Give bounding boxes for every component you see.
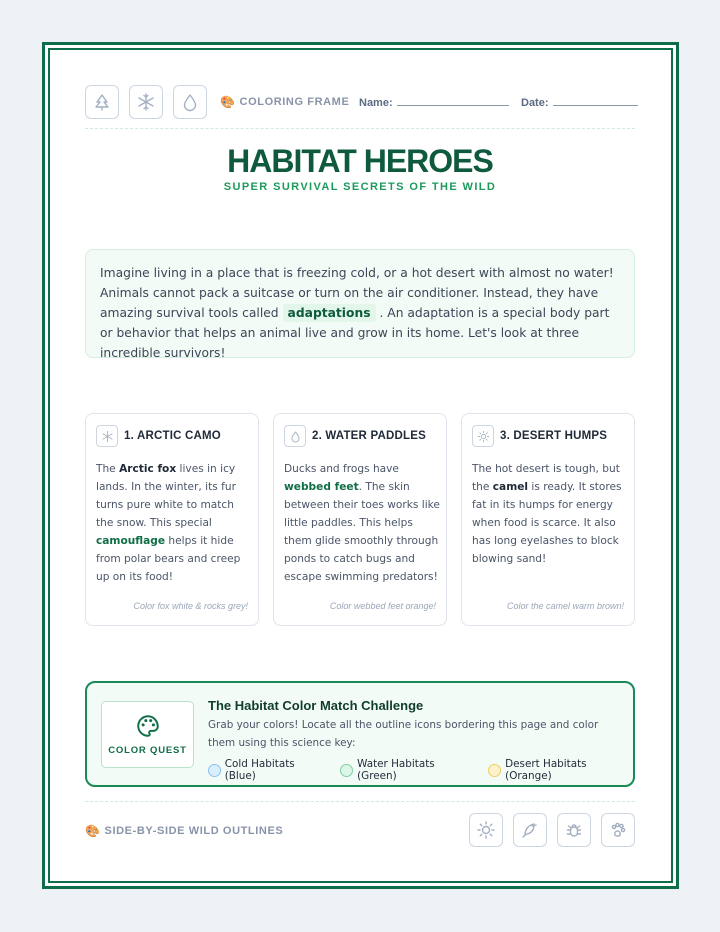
page-subtitle: SUPER SURVIVAL SECRETS OF THE WILD bbox=[223, 181, 497, 193]
color-challenge-box bbox=[85, 681, 635, 787]
key-item-water bbox=[340, 758, 474, 782]
name-line[interactable] bbox=[397, 105, 509, 106]
challenge-title: The Habitat Color Match Challenge bbox=[208, 698, 424, 713]
footer-divider bbox=[85, 801, 635, 802]
card-title: 1. ARCTIC CAMO bbox=[124, 430, 221, 442]
palette-icon: 🎨 bbox=[85, 824, 101, 838]
date-field[interactable] bbox=[521, 97, 638, 109]
tree-icon bbox=[85, 85, 119, 119]
page-title: HABITAT HEROES bbox=[227, 143, 493, 179]
sun-icon bbox=[472, 425, 494, 447]
intro-text-end: . An adaptation is a special body part or behavior that helps an animal live and grow in its home. Let's look at three incredible survivors! bbox=[100, 306, 610, 360]
card-title: 2. WATER PADDLES bbox=[312, 430, 426, 442]
palette-icon bbox=[135, 713, 161, 739]
color-swatch-blue bbox=[208, 764, 221, 777]
key-label: Desert Habitats (Orange) bbox=[505, 758, 587, 782]
key-label: Water Habitats (Green) bbox=[357, 758, 435, 782]
color-key bbox=[208, 758, 633, 782]
name-field[interactable] bbox=[359, 97, 509, 109]
sun-icon bbox=[469, 813, 503, 847]
bug-icon bbox=[557, 813, 591, 847]
key-label: Cold Habitats (Blue) bbox=[224, 758, 295, 782]
date-label: Date: bbox=[521, 97, 549, 109]
footer-label bbox=[85, 824, 283, 838]
card-body: The Arctic fox lives in icy lands. In the winter, its fur turns pure white to match the snow. This special camouflage helps it hide from polar bears and creep up on its food! bbox=[96, 463, 241, 583]
paw-print-icon bbox=[601, 813, 635, 847]
card-keyword: camel bbox=[492, 481, 529, 493]
date-line[interactable] bbox=[553, 105, 638, 106]
card-keyword: webbed feet bbox=[284, 481, 359, 493]
palette-icon: 🎨 bbox=[220, 95, 236, 109]
intro-box bbox=[85, 249, 635, 358]
card-body: The hot desert is tough, but the camel is ready. It stores fat in its humps for energy when food is scarce. It also has long eyelashes to block blowing sand! bbox=[472, 463, 622, 565]
color-swatch-green bbox=[340, 764, 353, 777]
card-note: Color webbed feet orange! bbox=[329, 601, 436, 611]
card-keyword: Arctic fox bbox=[119, 463, 177, 475]
intro-highlight: adaptations bbox=[283, 304, 376, 322]
card-title: 3. DESERT HUMPS bbox=[500, 430, 608, 442]
card-body: Ducks and frogs have webbed feet. The skin between their toes works like little paddles. This helps them glide smoothly through ponds to catch bugs and escape swimming predators! bbox=[284, 463, 440, 583]
card-note: Color the camel warm brown! bbox=[506, 601, 624, 611]
card-water-paddles bbox=[273, 413, 447, 626]
card-keyword: camouflage bbox=[96, 535, 166, 547]
card-note: Color fox white & rocks grey! bbox=[133, 601, 248, 611]
frame-label bbox=[220, 95, 349, 109]
color-quest-badge bbox=[101, 701, 194, 768]
card-desert-humps bbox=[461, 413, 635, 626]
header-divider bbox=[85, 128, 635, 129]
footer-label-text: SIDE-BY-SIDE WILD OUTLINES bbox=[104, 825, 284, 837]
bird-icon bbox=[513, 813, 547, 847]
color-swatch-orange bbox=[488, 764, 501, 777]
intro-text-start: Imagine living in a place that is freezing cold, or a hot desert with almost no water! Animals cannot pack a suitcase or turn on the air conditioner. Instead, they have amazing survival tools called bbox=[100, 266, 614, 320]
water-drop-icon bbox=[284, 425, 306, 447]
frame-label-text: COLORING FRAME bbox=[239, 96, 350, 108]
water-drop-icon bbox=[173, 85, 207, 119]
key-item-desert bbox=[488, 758, 633, 782]
name-label: Name: bbox=[359, 97, 393, 109]
card-arctic-camo bbox=[85, 413, 259, 626]
snowflake-icon bbox=[129, 85, 163, 119]
key-item-cold bbox=[208, 758, 326, 782]
color-quest-label: COLOR QUEST bbox=[108, 745, 187, 756]
snowflake-icon bbox=[96, 425, 118, 447]
challenge-text: Grab your colors! Locate all the outline icons bordering this page and color them using this science key: bbox=[208, 719, 599, 749]
